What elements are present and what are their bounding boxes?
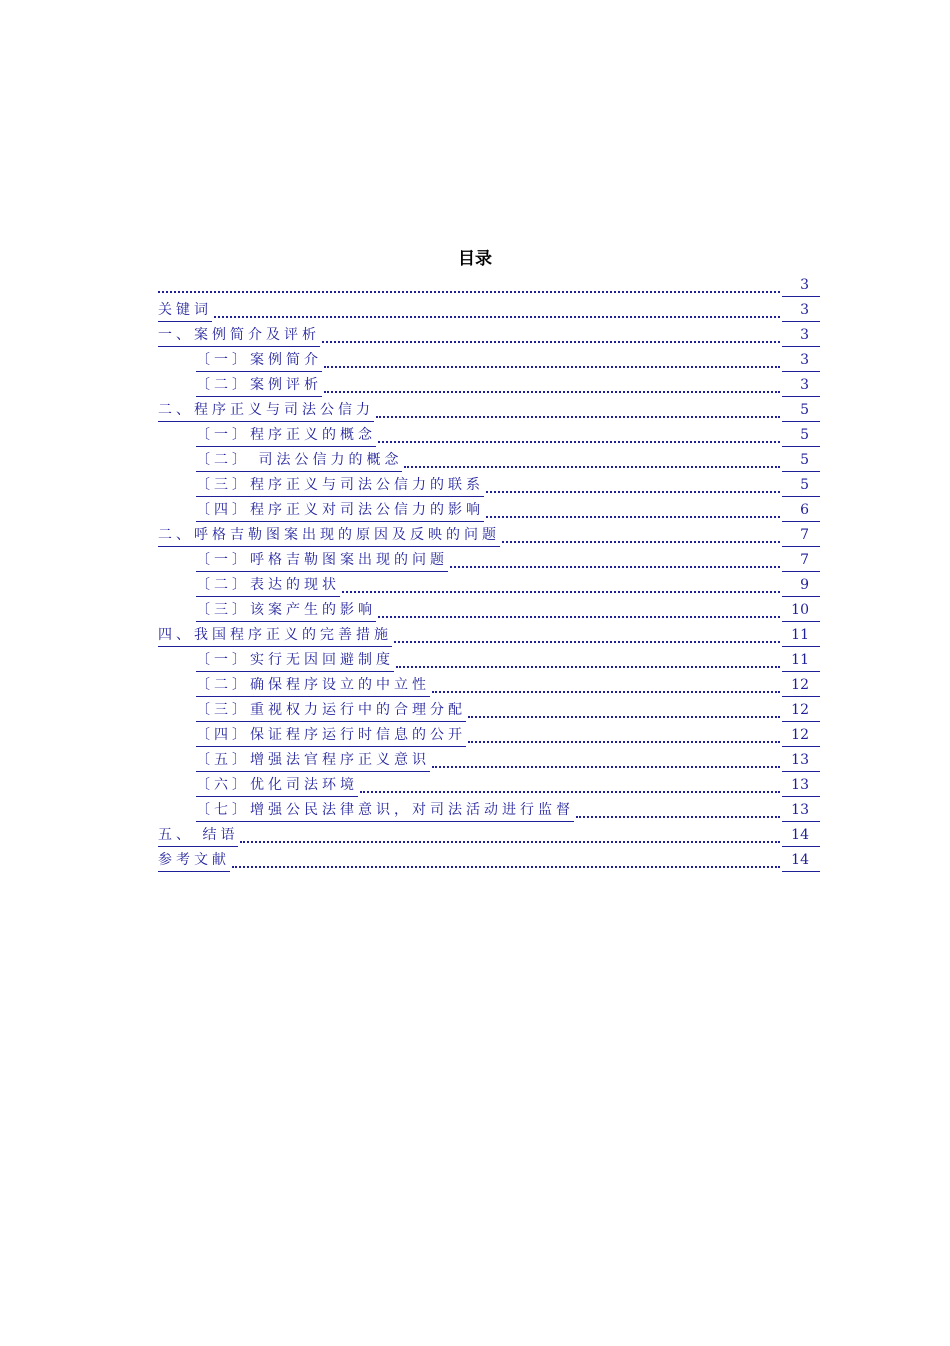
toc-entry-label: 四、我国程序正义的完善措施 — [158, 626, 392, 647]
toc-entry[interactable] — [158, 522, 820, 547]
toc-page-number-text: 11 — [791, 627, 809, 643]
toc-entry-label: 关键词 — [158, 301, 212, 322]
toc-page-number-text: 13 — [791, 752, 809, 768]
toc-entry-page-number — [782, 426, 820, 447]
toc-entry-page-number — [782, 451, 820, 472]
toc-entry-page-number — [782, 526, 820, 547]
toc-page-number-text: 5 — [800, 452, 809, 468]
toc-leader-dots — [468, 741, 780, 743]
toc-entry-page-number — [782, 276, 820, 297]
toc-entry-label: 一、案例简介及评析 — [158, 326, 320, 347]
toc-entry-page-number — [782, 651, 820, 672]
toc-entry-label: 五、 结语 — [158, 826, 238, 847]
toc-leader-dots — [486, 491, 780, 493]
toc-entry-label: 〔二〕 司法公信力的概念 — [196, 451, 402, 472]
toc-entry-label: 〔三〕重视权力运行中的合理分配 — [196, 701, 466, 722]
toc-entry[interactable] — [158, 847, 820, 872]
toc-leader-dots — [394, 641, 780, 643]
toc-page-number-text: 12 — [791, 677, 809, 693]
toc-page-number-text: 12 — [791, 727, 809, 743]
toc-entry[interactable] — [158, 322, 820, 347]
toc-entry-page-number — [782, 826, 820, 847]
toc-leader-dots — [360, 791, 780, 793]
toc-leader-dots — [378, 616, 780, 618]
toc-page-number-text: 3 — [800, 327, 809, 343]
toc-entry[interactable] — [158, 472, 820, 497]
toc-leader-dots — [324, 366, 780, 368]
toc-entry[interactable] — [158, 797, 820, 822]
toc-page-number-text: 9 — [800, 577, 809, 593]
toc-entry-page-number — [782, 576, 820, 597]
toc-leader-dots — [468, 716, 780, 718]
toc-entry[interactable] — [158, 722, 820, 747]
toc-entry-label: 〔三〕程序正义与司法公信力的联系 — [196, 476, 484, 497]
toc-entry[interactable] — [158, 647, 820, 672]
toc-page-number-text: 3 — [800, 302, 809, 318]
toc-entry-page-number — [782, 551, 820, 572]
toc-entry-page-number — [782, 376, 820, 397]
toc-entry-label: 〔二〕表达的现状 — [196, 576, 340, 597]
toc-page-number-text: 3 — [800, 352, 809, 368]
toc-entry[interactable] — [158, 597, 820, 622]
toc-leader-dots — [322, 341, 780, 343]
toc-entry-page-number — [782, 476, 820, 497]
toc-leader-dots — [240, 841, 780, 843]
toc-entry-label: 〔一〕呼格吉勒图案出现的问题 — [196, 551, 448, 572]
toc-entry[interactable] — [158, 697, 820, 722]
toc-leader-dots — [324, 391, 780, 393]
toc-entry-label: 〔三〕该案产生的影响 — [196, 601, 376, 622]
toc-entry-label: 〔四〕保证程序运行时信息的公开 — [196, 726, 466, 747]
toc-page-number-text: 13 — [791, 777, 809, 793]
toc-entry-page-number — [782, 626, 820, 647]
toc-entry[interactable] — [158, 347, 820, 372]
toc-leader-dots — [376, 416, 780, 418]
toc-page-number-text: 5 — [800, 477, 809, 493]
toc-entry-label: 〔二〕确保程序设立的中立性 — [196, 676, 430, 697]
toc-entry-page-number — [782, 301, 820, 322]
toc-entry-page-number — [782, 501, 820, 522]
toc-leader-dots — [576, 816, 780, 818]
toc-page-number-text: 5 — [800, 402, 809, 418]
toc-entry-page-number — [782, 701, 820, 722]
toc-entry[interactable] — [158, 622, 820, 647]
table-of-contents — [158, 272, 820, 872]
toc-entry-page-number — [782, 726, 820, 747]
toc-page-number-text: 6 — [800, 502, 809, 518]
toc-entry[interactable] — [158, 547, 820, 572]
toc-entry-label: 〔四〕程序正义对司法公信力的影响 — [196, 501, 484, 522]
toc-entry[interactable] — [158, 297, 820, 322]
toc-page-number-text: 7 — [800, 527, 809, 543]
toc-page-number-text: 3 — [800, 377, 809, 393]
toc-leader-dots — [486, 516, 780, 518]
toc-leader-dots — [158, 291, 780, 293]
toc-entry-page-number — [782, 751, 820, 772]
toc-leader-dots — [342, 591, 780, 593]
toc-entry-page-number — [782, 351, 820, 372]
toc-entry-label: 〔二〕案例评析 — [196, 376, 322, 397]
toc-leader-dots — [214, 316, 780, 318]
toc-page-number-text: 13 — [791, 802, 809, 818]
toc-entry-label: 〔一〕实行无因回避制度 — [196, 651, 394, 672]
toc-leader-dots — [450, 566, 780, 568]
toc-leader-dots — [404, 466, 780, 468]
toc-entry-label: 〔一〕案例简介 — [196, 351, 322, 372]
toc-page-number-text: 5 — [800, 427, 809, 443]
toc-page-number-text: 12 — [791, 702, 809, 718]
toc-entry[interactable] — [158, 497, 820, 522]
toc-entry[interactable] — [158, 397, 820, 422]
toc-entry[interactable] — [158, 272, 820, 297]
toc-entry-label: 〔六〕优化司法环境 — [196, 776, 358, 797]
toc-entry-label: 参考文献 — [158, 851, 230, 872]
toc-entry[interactable] — [158, 572, 820, 597]
toc-entry-label: 〔七〕增强公民法律意识，对司法活动进行监督 — [196, 801, 574, 822]
toc-entry-label: 二、程序正义与司法公信力 — [158, 401, 374, 422]
toc-entry-page-number — [782, 776, 820, 797]
toc-entry[interactable] — [158, 447, 820, 472]
toc-entry[interactable] — [158, 822, 820, 847]
toc-leader-dots — [396, 666, 780, 668]
toc-page-number-text: 3 — [800, 277, 809, 293]
toc-leader-dots — [502, 541, 780, 543]
toc-entry-page-number — [782, 401, 820, 422]
toc-page-number-text: 10 — [791, 602, 809, 618]
toc-entry-label: 二、呼格吉勒图案出现的原因及反映的问题 — [158, 526, 500, 547]
toc-entry[interactable] — [158, 422, 820, 447]
toc-leader-dots — [378, 441, 780, 443]
toc-page-number-text: 14 — [791, 827, 809, 843]
toc-entry-label: 〔一〕程序正义的概念 — [196, 426, 376, 447]
toc-entry-page-number — [782, 851, 820, 872]
toc-entry-page-number — [782, 801, 820, 822]
toc-leader-dots — [432, 766, 780, 768]
toc-title: 目录 — [458, 249, 492, 269]
toc-entry[interactable] — [158, 772, 820, 797]
toc-entry[interactable] — [158, 372, 820, 397]
toc-entry-page-number — [782, 601, 820, 622]
toc-entry-label: 〔五〕增强法官程序正义意识 — [196, 751, 430, 772]
toc-entry-page-number — [782, 326, 820, 347]
toc-page-number-text: 7 — [800, 552, 809, 568]
toc-leader-dots — [232, 866, 780, 868]
toc-leader-dots — [432, 691, 780, 693]
toc-entry[interactable] — [158, 672, 820, 697]
toc-page-number-text: 14 — [791, 852, 809, 868]
toc-page-number-text: 11 — [791, 652, 809, 668]
toc-entry-page-number — [782, 676, 820, 697]
toc-entry[interactable] — [158, 747, 820, 772]
